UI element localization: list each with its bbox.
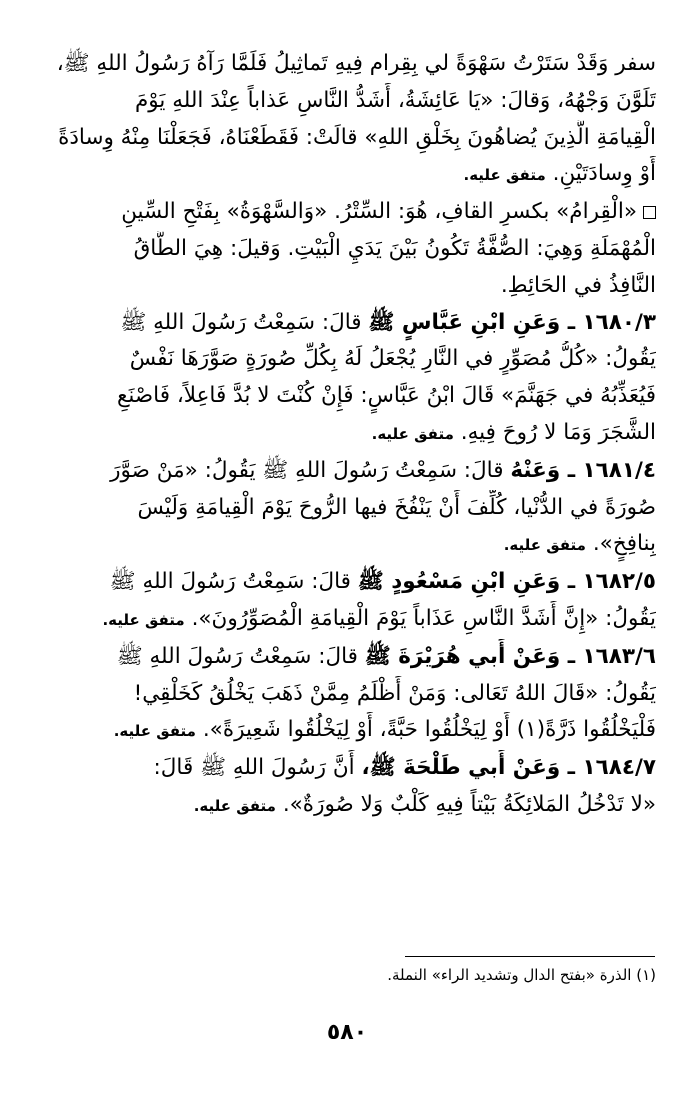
- text-fragment: قالَ: سَمِعْتُ رَسُولَ اللهِ ﷺ: [120, 309, 362, 335]
- text-fragment: قالَ: سَمِعْتُ رَسُولَ اللهِ ﷺ: [116, 643, 358, 669]
- text-line: [38, 526, 656, 564]
- text-fragment: أَوْ وِسادَتَيْنِ.: [552, 161, 656, 187]
- text-fragment: أَنَّ رَسُولَ اللهِ ﷺ قَالَ:: [153, 755, 355, 781]
- agreed-label: متفق عليه.: [503, 536, 586, 555]
- text-line: الْمُهْمَلَةِ وَهِيَ: الصُّفَّةُ تَكُونُ بَيْنَ يَدَيِ الْبَيْتِ. وَقيلَ: هِيَ الطَّاقُ: [133, 235, 656, 261]
- text-line: يَقُولُ: «قَالَ اللهُ تَعَالى: وَمَنْ أَظْلَمُ مِمَّنْ ذَهَبَ يَخْلُقُ كَخَلْقِي!: [133, 680, 656, 706]
- square-bullet-icon: [643, 206, 656, 219]
- text-fragment: فَلْيَخْلُقُوا ذَرَّةً(١) أَوْ لِيَخْلُقُوا حَبَّةً، أَوْ لِيَخْلُقُوا شَعِيرَةً».: [202, 717, 656, 743]
- agreed-label: متفق عليه.: [193, 796, 276, 815]
- hadith-heading: ١٦٨٠/٣ ـ وَعَنِ ابْنِ عَبَّاسٍ ﷺ: [368, 309, 656, 335]
- footnote: (١) الذرة «بفتح الدال وتشديد الراء» النملة.: [387, 966, 656, 984]
- hadith-heading: ١٦٨٤/٧ ـ وَعَنْ أَبي طَلْحَةَ ﷺ،: [361, 755, 656, 781]
- text-line: سفر وَقَدْ سَتَرْتُ سَهْوَةً لي بِقِرام فِيهِ تَماثِيلُ فَلَمَّا رَآهُ رَسُولُ اللهِ ﷺ،: [56, 51, 656, 76]
- commentary-line: [38, 194, 656, 231]
- hadith-heading: ١٦٨١/٤ ـ وَعَنْهُ: [510, 457, 656, 483]
- text-line: صُورَةً في الدُّنْيا، كُلِّفَ أَنْ يَنْفُخَ فيها الرُّوحَ يَوْمَ الْقِيامَةِ وَلَيْسَ: [137, 494, 656, 520]
- text-fragment: بِنافِخٍ».: [592, 531, 656, 557]
- hadith-1681: [38, 453, 656, 490]
- agreed-label: متفق عليه.: [371, 424, 454, 443]
- main-text: [38, 46, 656, 825]
- hadith-1680: [38, 305, 656, 342]
- text-line: [38, 787, 656, 825]
- hadith-1683: [38, 639, 656, 676]
- text-line: [38, 712, 656, 750]
- hadith-heading: ١٦٨٣/٦ ـ وَعَنْ أَبي هُرَيْرَةَ ﷺ: [364, 643, 656, 669]
- text-fragment: «الْقِرامُ» بكسرِ القافِ، هُوَ: السِّتْرُ. «وَالسَّهْوَةُ» بِفَتْحِ السِّينِ: [121, 199, 637, 225]
- text-fragment: قالَ: سَمِعْتُ رَسُولَ اللهِ ﷺ: [109, 569, 351, 595]
- text-fragment: «لا تَدْخُلُ المَلائِكَةُ بَيْتاً فِيهِ كَلْبٌ وَلا صُورَةٌ».: [282, 791, 656, 817]
- text-line: النَّافِذُ في الحَائِطِ.: [500, 272, 656, 298]
- text-line: الْقِيامَةِ الَّذِينَ يُضاهُونَ بِخَلْقِ اللهِ» قالَتْ: فَقَطَعْنَاهُ، فَجَعَلْنَا مِنْهُ وِسادَةً: [58, 124, 656, 150]
- text-line: يَقُولُ: «كُلُّ مُصَوِّرٍ في النَّارِ يُجْعَلُ لَهُ بِكُلِّ صُورَةٍ صَوَّرَهَا نَفْسٌ: [129, 346, 656, 372]
- agreed-label: متفق عليه.: [463, 166, 546, 185]
- page-number: ٥٨٠: [326, 1020, 368, 1045]
- text-fragment: قالَ: سَمِعْتُ رَسُولَ اللهِ ﷺ يَقُولُ: «مَنْ صَوَّرَ: [110, 457, 504, 483]
- footnote-divider: [405, 956, 655, 957]
- hadith-heading: ١٦٨٢/٥ ـ وَعَنِ ابْنِ مَسْعُودٍ ﷺ: [357, 569, 656, 595]
- text-line: تَلَوَّنَ وَجْهُهُ، وَقالَ: «يَا عَائِشَةُ، أَشَدُّ النَّاسِ عَذاباً عِنْدَ اللهِ يَوْمَ: [134, 87, 656, 113]
- text-line: فَيُعَذِّبُهُ في جَهَنَّمَ» قَالَ ابْنُ عَبَّاسٍ: فَإِنْ كُنْتَ لا بُدَّ فَاعِلاً، فَاصْنَعِ: [116, 383, 656, 409]
- text-line: [38, 415, 656, 453]
- text-line: [38, 156, 656, 194]
- agreed-label: متفق عليه.: [102, 610, 185, 629]
- hadith-1682: [38, 564, 656, 601]
- text-fragment: الشَّجَرَ وَمَا لا رُوحَ فِيهِ.: [460, 419, 656, 445]
- hadith-1684: [38, 750, 656, 787]
- agreed-label: متفق عليه.: [113, 722, 196, 741]
- text-line: [38, 601, 656, 639]
- text-fragment: يَقُولُ: «إِنَّ أَشَدَّ النَّاسِ عَذَاباً يَوْمَ الْقِيامَةِ الْمُصَوِّرُونَ».: [191, 605, 656, 631]
